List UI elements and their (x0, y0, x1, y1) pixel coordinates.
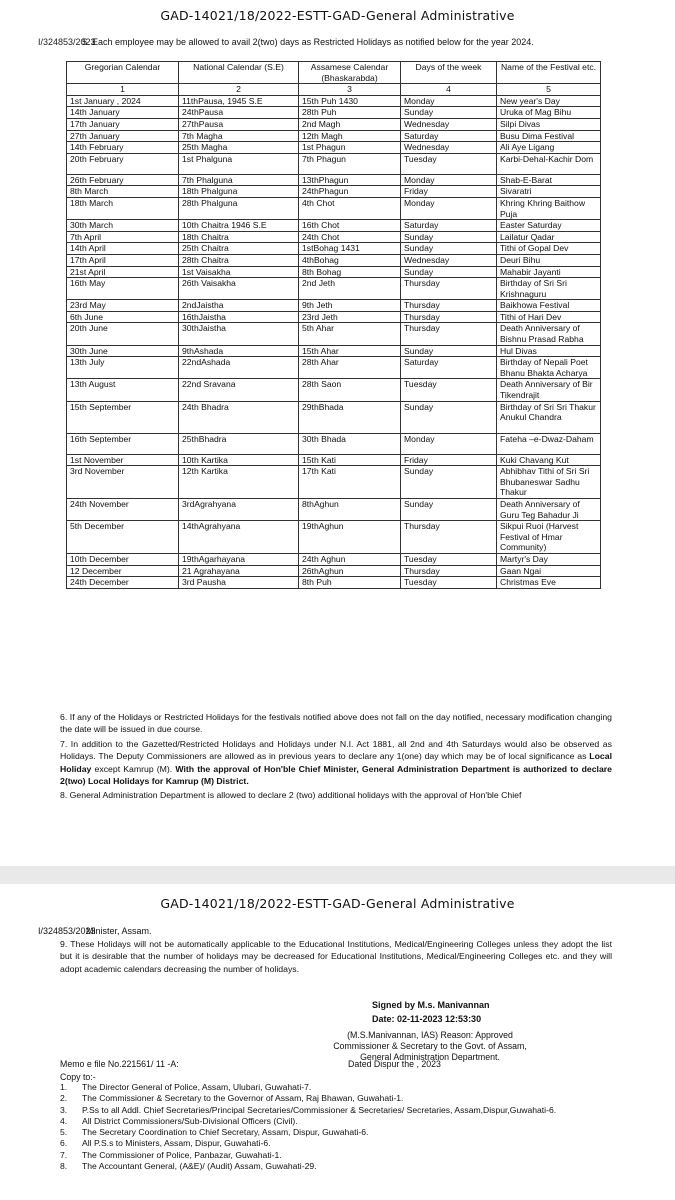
table-cell: 1st Vaisakha (179, 266, 299, 278)
signatory-designation: Commissioner & Secretary to the Govt. of Assam, (333, 1041, 527, 1051)
table-row (67, 553, 601, 565)
table-cell: 10th Chaitra 1946 S.E (179, 220, 299, 232)
note-7-mid: except Kamrup (M). (91, 763, 176, 774)
table-row (67, 95, 601, 107)
table-cell: Monday (401, 197, 497, 219)
copy-list-text: The Accountant General, (A&E)/ (Audit) Assam, Guwahati-29. (82, 1161, 317, 1172)
table-cell: Monday (401, 433, 497, 454)
page-header-2: GAD-14021/18/2022-ESTT-GAD-General Administrative (160, 896, 515, 911)
table-cell: 8thAghun (299, 499, 401, 521)
table-cell: Sunday (401, 107, 497, 119)
table-cell: 30th Bhada (299, 433, 401, 454)
signature-date: Date: 02-11-2023 12:53:30 (372, 1014, 482, 1024)
note-6: 6. If any of the Holidays or Restricted Holidays for the festivals notified above does not fall on the day notified, necessary modification changing the date will be issued in due course. (60, 712, 612, 735)
table-row (67, 565, 601, 577)
table-cell: 22ndAshada (179, 357, 299, 379)
copy-list-text: The Commissioner & Secretary to the Governor of Assam, Raj Bhawan, Guwahati-1. (82, 1093, 404, 1104)
note-7 (60, 738, 612, 788)
table-cell: 2ndJaistha (179, 300, 299, 312)
table-cell: Busu Dima Festival (497, 130, 601, 142)
table-cell: Wednesday (401, 254, 497, 266)
table-cell: 16th Chot (299, 220, 401, 232)
intro-text: 5. Each employee may be allowed to avail 2(two) days as Restricted Holidays as notified below for the year 2024. (82, 37, 534, 47)
table-cell: 18th Chaitra (179, 231, 299, 243)
table-cell: 14th April (67, 243, 179, 255)
table-cell: 21st April (67, 266, 179, 278)
continuation-text: Minister, Assam. (86, 926, 152, 936)
table-cell: Hul Divas (497, 345, 601, 357)
table-cell: 28th Saon (299, 379, 401, 401)
table-cell: 1st November (67, 454, 179, 466)
table-cell: 28th Chaitra (179, 254, 299, 266)
column-number: 5 (497, 84, 601, 96)
copy-list-text: The Commissioner of Police, Panbazar, Guwahati-1. (82, 1149, 282, 1160)
table-cell: 28th Ahar (299, 357, 401, 379)
table-cell: Wednesday (401, 142, 497, 154)
copy-list-item (60, 1105, 560, 1116)
table-cell: 26th February (67, 174, 179, 186)
table-cell: Monday (401, 95, 497, 107)
table-cell: Easter Saturday (497, 220, 601, 232)
column-header: National Calendar (S.E) (179, 62, 299, 84)
table-cell: Sunday (401, 499, 497, 521)
table-cell: 17th January (67, 118, 179, 130)
table-cell: Silpi Divas (497, 118, 601, 130)
table-cell: 8th Bohag (299, 266, 401, 278)
table-cell: Death Anniversary of Bir Tikendrajit (497, 379, 601, 401)
table-cell: Thursday (401, 311, 497, 323)
table-cell: 3rd Pausha (179, 577, 299, 589)
copy-list-item (60, 1082, 560, 1093)
table-cell: Sikpui Ruoi (Harvest Festival of Hmar Community) (497, 521, 601, 554)
table-row (67, 174, 601, 186)
table-cell: 4thBohag (299, 254, 401, 266)
table-body (67, 95, 601, 588)
table-cell: 1st Phalguna (179, 153, 299, 174)
table-row (67, 454, 601, 466)
digital-signature (372, 998, 490, 1026)
table-cell: 30th March (67, 220, 179, 232)
table-row (67, 357, 601, 379)
copy-list-text: All District Commissioners/Sub-Divisional Officers (Civil). (82, 1115, 298, 1126)
table-cell: Sivaratri (497, 186, 601, 198)
table-cell: 3rd November (67, 466, 179, 499)
table-row (67, 197, 601, 219)
table-cell: 13th July (67, 357, 179, 379)
table-cell: 24thPhagun (299, 186, 401, 198)
table-row (67, 231, 601, 243)
table-cell: 18th Phalguna (179, 186, 299, 198)
table-cell: 12th Magh (299, 130, 401, 142)
table-cell: 26thAghun (299, 565, 401, 577)
page-header: GAD-14021/18/2022-ESTT-GAD-General Administrative (160, 8, 515, 23)
table-cell: 25th Chaitra (179, 243, 299, 255)
table-cell: 14th February (67, 142, 179, 154)
table-cell: 25thBhadra (179, 433, 299, 454)
table-cell: Sunday (401, 466, 497, 499)
column-number: 3 (299, 84, 401, 96)
signatory-reason: (M.S.Manivannan, IAS) Reason: Approved (347, 1030, 513, 1040)
reference-number: I/324853/2023 (38, 37, 96, 47)
copy-list-text: All P.S.s to Ministers, Assam, Dispur, Guwahati-6. (82, 1138, 271, 1149)
table-cell: 20th February (67, 153, 179, 174)
table-cell: 23rd May (67, 300, 179, 312)
table-cell: 26th Vaisakha (179, 278, 299, 300)
table-row (67, 300, 601, 312)
table-cell: 5th December (67, 521, 179, 554)
copy-list-item (60, 1127, 560, 1138)
table-cell: Deuri Bihu (497, 254, 601, 266)
table-cell: Mahabir Jayanti (497, 266, 601, 278)
table-cell: 13thPhagun (299, 174, 401, 186)
table-cell: 9th Jeth (299, 300, 401, 312)
table-cell: Saturday (401, 357, 497, 379)
table-cell: Sunday (401, 243, 497, 255)
table-cell: 15th Ahar (299, 345, 401, 357)
table-cell: Karbi-Dehal-Kachir Dom (497, 153, 601, 174)
table-cell: Thursday (401, 521, 497, 554)
table-cell: Birthday of Sri Sri Thakur Anukul Chandra (497, 401, 601, 433)
table-cell: Monday (401, 174, 497, 186)
table-cell: Sunday (401, 401, 497, 433)
column-number: 2 (179, 84, 299, 96)
table-cell: Wednesday (401, 118, 497, 130)
table-cell: 25th Magha (179, 142, 299, 154)
signatory-department: General Administration Department. (360, 1052, 500, 1062)
table-cell: Uruka of Mag Bihu (497, 107, 601, 119)
table-header-row (67, 62, 601, 84)
table-cell: 19thAghun (299, 521, 401, 554)
table-cell: 23rd Jeth (299, 311, 401, 323)
table-cell: Kuki Chavang Kut (497, 454, 601, 466)
table-cell: 7th Phagun (299, 153, 401, 174)
table-cell: Tithi of Hari Dev (497, 311, 601, 323)
column-header: Name of the Festival etc. (497, 62, 601, 84)
table-cell: 16thJaistha (179, 311, 299, 323)
copy-list-number: 5. (60, 1127, 68, 1138)
table-cell: Lailatur Qadar (497, 231, 601, 243)
table-cell: 30thJaistha (179, 323, 299, 345)
signed-by: Signed by M.s. Manivannan (372, 1000, 490, 1010)
table-cell: 6th June (67, 311, 179, 323)
table-cell: Friday (401, 454, 497, 466)
reference-line-2 (38, 926, 152, 936)
table-cell: 24th Aghun (299, 553, 401, 565)
table-cell: Tuesday (401, 577, 497, 589)
table-cell: 16th May (67, 278, 179, 300)
table-cell: 30th June (67, 345, 179, 357)
table-cell: Friday (401, 186, 497, 198)
table-cell: 10th December (67, 553, 179, 565)
table-cell: Thursday (401, 565, 497, 577)
table-row (67, 345, 601, 357)
column-number: 4 (401, 84, 497, 96)
table-cell: Thursday (401, 278, 497, 300)
table-cell: New year's Day (497, 95, 601, 107)
note-9: 9. These Holidays will not be automatically applicable to the Educational Institutions, Medical/Engineering Colleges unless they adopt the list but it is desirable that the number of holidays may be decreased for Educational Institutions, Medical/Engineering Colleges etc. and they will adopt academic calendars decreasing the number of holidays. (60, 939, 612, 974)
table-cell: 1stBohag 1431 (299, 243, 401, 255)
table-cell: 7th Magha (179, 130, 299, 142)
table-row (67, 311, 601, 323)
copy-list-number: 6. (60, 1138, 68, 1149)
table-row (67, 278, 601, 300)
table-row (67, 266, 601, 278)
table-cell: Sunday (401, 231, 497, 243)
table-row (67, 323, 601, 345)
table-cell: Khring Khring Baithow Puja (497, 197, 601, 219)
table-cell: Abhibhav Tithi of Sri Sri Bhubaneswar Sadhu Thakur (497, 466, 601, 499)
intro-line (0, 37, 675, 51)
table-row (67, 243, 601, 255)
table-cell: 17th April (67, 254, 179, 266)
table-row (67, 466, 601, 499)
table-cell: 9thAshada (179, 345, 299, 357)
table-cell: 20th June (67, 323, 179, 345)
table-cell: 7th April (67, 231, 179, 243)
table-cell: 12th Kartika (179, 466, 299, 499)
table-row (67, 107, 601, 119)
copy-list-text: The Secretary Coordination to Chief Secretary, Assam, Dispur, Guwahati-6. (82, 1127, 369, 1138)
table-cell: Tuesday (401, 379, 497, 401)
table-cell: Thursday (401, 323, 497, 345)
table-cell: 21 Agrahayana (179, 565, 299, 577)
table-cell: 1st January , 2024 (67, 95, 179, 107)
table-cell: 15th Puh 1430 (299, 95, 401, 107)
memo-date: Dated Dispur the , 2023 (348, 1059, 441, 1069)
column-header: Gregorian Calendar (67, 62, 179, 84)
table-cell: 5th Ahar (299, 323, 401, 345)
table-cell: 28th Puh (299, 107, 401, 119)
table-cell: Fateha –e-Dwaz-Daham (497, 433, 601, 454)
table-row (67, 130, 601, 142)
table-row (67, 577, 601, 589)
table-row (67, 401, 601, 433)
note-8: 8. General Administration Department is allowed to declare 2 (two) additional holidays with the approval of Hon'ble Chief (60, 790, 522, 801)
table-cell: Martyr's Day (497, 553, 601, 565)
copy-list-text: The Director General of Police, Assam, Ulubari, Guwahati-7. (82, 1082, 312, 1092)
table-row (67, 153, 601, 174)
copy-list-item (60, 1138, 560, 1149)
copy-list-text: P.Ss to all Addl. Chief Secretaries/Principal Secretaries/Commissioner & Secretaries/ Secretaries, Assam,Dispur,Guwahati-6. (82, 1104, 557, 1115)
table-row (67, 379, 601, 401)
copy-list-item (60, 1150, 560, 1161)
table-cell: 11thPausa, 1945 S.E (179, 95, 299, 107)
memo-number: Memo e file No.221561/ 11 -A: (60, 1059, 179, 1069)
table-cell: 1st Phagun (299, 142, 401, 154)
table-cell: Saturday (401, 220, 497, 232)
table-cell: 24th Chot (299, 231, 401, 243)
table-cell: 15th Kati (299, 454, 401, 466)
table-cell: 24th December (67, 577, 179, 589)
table-cell: 29thBhada (299, 401, 401, 433)
copy-list-number: 4. (60, 1115, 68, 1126)
table-row (67, 118, 601, 130)
table-cell: Thursday (401, 300, 497, 312)
copy-list-number: 2. (60, 1093, 68, 1104)
notes-section (60, 711, 612, 804)
table-cell: Tuesday (401, 153, 497, 174)
table-cell: 10th Kartika (179, 454, 299, 466)
table-row (67, 142, 601, 154)
table-cell: 24th November (67, 499, 179, 521)
table-row (67, 433, 601, 454)
table-number-row (67, 84, 601, 96)
copy-list-item (60, 1093, 560, 1104)
column-header: Assamese Calendar (Bhaskarabda) (299, 62, 401, 84)
table-cell: 8th March (67, 186, 179, 198)
table-cell: Birthday of Nepali Poet Bhanu Bhakta Acharya (497, 357, 601, 379)
table-cell: Death Anniversary of Guru Teg Bahadur Ji (497, 499, 601, 521)
table-cell: 4th Chot (299, 197, 401, 219)
table-cell: 14thAgrahyana (179, 521, 299, 554)
table-cell: 19thAgarhayana (179, 553, 299, 565)
table-cell: 27thPausa (179, 118, 299, 130)
table-cell: Gaan Ngai (497, 565, 601, 577)
table-cell: 2nd Jeth (299, 278, 401, 300)
table-cell: 24th Bhadra (179, 401, 299, 433)
copy-list (60, 1082, 560, 1172)
table-cell: 16th September (67, 433, 179, 454)
table-cell: Ali Aye Ligang (497, 142, 601, 154)
table-row (67, 254, 601, 266)
table-cell: 27th January (67, 130, 179, 142)
table-cell: 3rdAgrahyana (179, 499, 299, 521)
table-cell: Tithi of Gopal Dev (497, 243, 601, 255)
table-cell: 12 December (67, 565, 179, 577)
copy-list-number: 8. (60, 1161, 68, 1172)
reference-number-2: I/324853/2023 (38, 926, 96, 936)
table-cell: 8th Puh (299, 577, 401, 589)
copy-list-number: 1. (60, 1082, 68, 1092)
table-cell: 28th Phalguna (179, 197, 299, 219)
table-cell: Tuesday (401, 553, 497, 565)
table-cell: 15th September (67, 401, 179, 433)
column-header: Days of the week (401, 62, 497, 84)
table-cell: 13th August (67, 379, 179, 401)
table-cell: Death Anniversary of Bishnu Prasad Rabha (497, 323, 601, 345)
table-cell: 14th January (67, 107, 179, 119)
table-row (67, 499, 601, 521)
table-cell: Birthday of Sri Sri Krishnaguru (497, 278, 601, 300)
copy-list-number: 3. (60, 1104, 68, 1115)
column-number: 1 (67, 84, 179, 96)
table-cell: Saturday (401, 130, 497, 142)
copy-list-item (60, 1161, 560, 1172)
table-cell: Shab-E-Barat (497, 174, 601, 186)
note-7-local-holiday: Local Holiday (60, 751, 612, 774)
table-row (67, 521, 601, 554)
copy-to-label: Copy to:- (60, 1072, 96, 1082)
table-cell: 2nd Magh (299, 118, 401, 130)
table-cell: Baikhowa Festival (497, 300, 601, 312)
document-page-2 (0, 884, 675, 1200)
table-cell: Sunday (401, 266, 497, 278)
restricted-holidays-table (66, 61, 601, 589)
table-cell: Sunday (401, 345, 497, 357)
table-cell: 22nd Sravana (179, 379, 299, 401)
copy-list-number: 7. (60, 1149, 68, 1160)
table-row (67, 220, 601, 232)
table-row (67, 186, 601, 198)
table-cell: 18th March (67, 197, 179, 219)
copy-list-item (60, 1116, 560, 1127)
table-cell: 7th Phalguna (179, 174, 299, 186)
table-cell: Christmas Eve (497, 577, 601, 589)
note-7-bold: With the approval of Hon'ble Chief Minister, General Administration Department is authorized to declare 2(two) Local Holidays for Kamrup (M) District. (60, 763, 612, 787)
table-cell: 17th Kati (299, 466, 401, 499)
note-7-text: 7. In addition to the Gazetted/Restricted Holidays and Holidays under N.I. Act 1881, all 2nd and 4th Saturdays would also be observed as Holidays. The Deputy Commissioners are allowed as in previous years to declare any 1(one) day which may be of local significance as (60, 738, 612, 762)
table-cell: 24thPausa (179, 107, 299, 119)
